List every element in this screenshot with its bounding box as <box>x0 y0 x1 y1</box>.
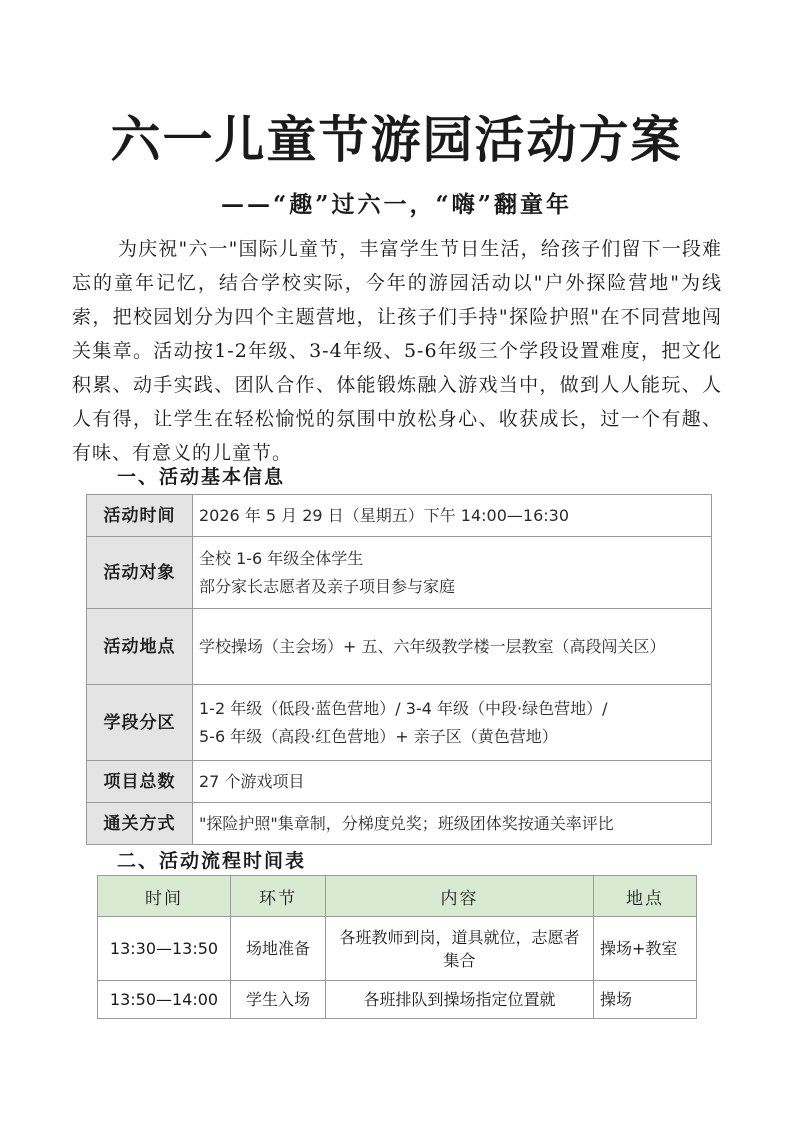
cell-content: 各班排队到操场指定位置就 <box>326 981 594 1019</box>
schedule-table <box>97 875 697 1019</box>
row-key: 通关方式 <box>87 803 193 845</box>
cell-stage: 场地准备 <box>231 917 326 981</box>
table-row <box>87 685 712 761</box>
cell-stage: 学生入场 <box>231 981 326 1019</box>
section-heading-basic-info: 一、活动基本信息 <box>117 466 286 488</box>
table-row <box>87 803 712 845</box>
table-row <box>87 761 712 803</box>
table-row <box>98 917 697 981</box>
document-title: 六一儿童节游园活动方案 <box>110 111 683 169</box>
cell-time: 13:30—13:50 <box>98 917 231 981</box>
row-key: 学段分区 <box>87 685 193 761</box>
row-key: 项目总数 <box>87 761 193 803</box>
basic-info-table <box>86 494 712 845</box>
column-header-stage: 环节 <box>231 876 326 917</box>
value-line: 2026 年 5 月 29 日（星期五）下午 14:00—16:30 <box>199 505 569 525</box>
cell-content: 各班教师到岗，道具就位，志愿者集合 <box>326 917 594 981</box>
row-value <box>193 495 712 537</box>
section-heading-schedule: 二、活动流程时间表 <box>117 850 307 872</box>
value-line: 1-2 年级（低段·蓝色营地）/ 3-4 年级（中段·绿色营地）/ <box>199 698 608 718</box>
cell-time: 13:50—14:00 <box>98 981 231 1019</box>
value-line: "探险护照"集章制，分梯度兑奖；班级团体奖按通关率评比 <box>199 813 614 833</box>
value-line: 部分家长志愿者及亲子项目参与家庭 <box>199 576 456 596</box>
column-header-time: 时间 <box>98 876 231 917</box>
row-value <box>193 609 712 685</box>
value-line: 27 个游戏项目 <box>199 771 305 791</box>
row-key: 活动时间 <box>87 495 193 537</box>
cell-place: 操场+教室 <box>594 917 697 981</box>
column-header-place: 地点 <box>594 876 697 917</box>
row-value <box>193 685 712 761</box>
intro-paragraph: 为庆祝"六一"国际儿童节，丰富学生节日生活，给孩子们留下一段难忘的童年记忆，结合学校实际，今年的游园活动以"户外探险营地"为线索，把校园划分为四个主题营地，让孩子们手持"探险护照"在不同营地闯关集章。活动按1-2年级、3-4年级、5-6年级三个学段设置难度，把文化积累、动手实践、团队合作、体能锻炼融入游戏当中，做到人人能玩、人人有得，让学生在轻松愉悦的氛围中放松身心、收获成长，过一个有趣、有味、有意义的儿童节。 <box>72 238 722 464</box>
table-row <box>87 537 712 609</box>
row-value <box>193 803 712 845</box>
row-key: 活动对象 <box>87 537 193 609</box>
table-header-row <box>98 876 697 917</box>
value-line: 学校操场（主会场）+ 五、六年级教学楼一层教室（高段闯关区） <box>199 636 666 656</box>
table-row <box>87 495 712 537</box>
row-value <box>193 537 712 609</box>
value-line: 5-6 年级（高段·红色营地）+ 亲子区（黄色营地） <box>199 726 558 746</box>
cell-place: 操场 <box>594 981 697 1019</box>
table-row <box>87 609 712 685</box>
row-key: 活动地点 <box>87 609 193 685</box>
document-subtitle: ——“趣”过六一，“嗨”翻童年 <box>221 191 572 218</box>
table-row <box>98 981 697 1019</box>
row-value <box>193 761 712 803</box>
column-header-content: 内容 <box>326 876 594 917</box>
value-line: 全校 1-6 年级全体学生 <box>199 548 364 568</box>
